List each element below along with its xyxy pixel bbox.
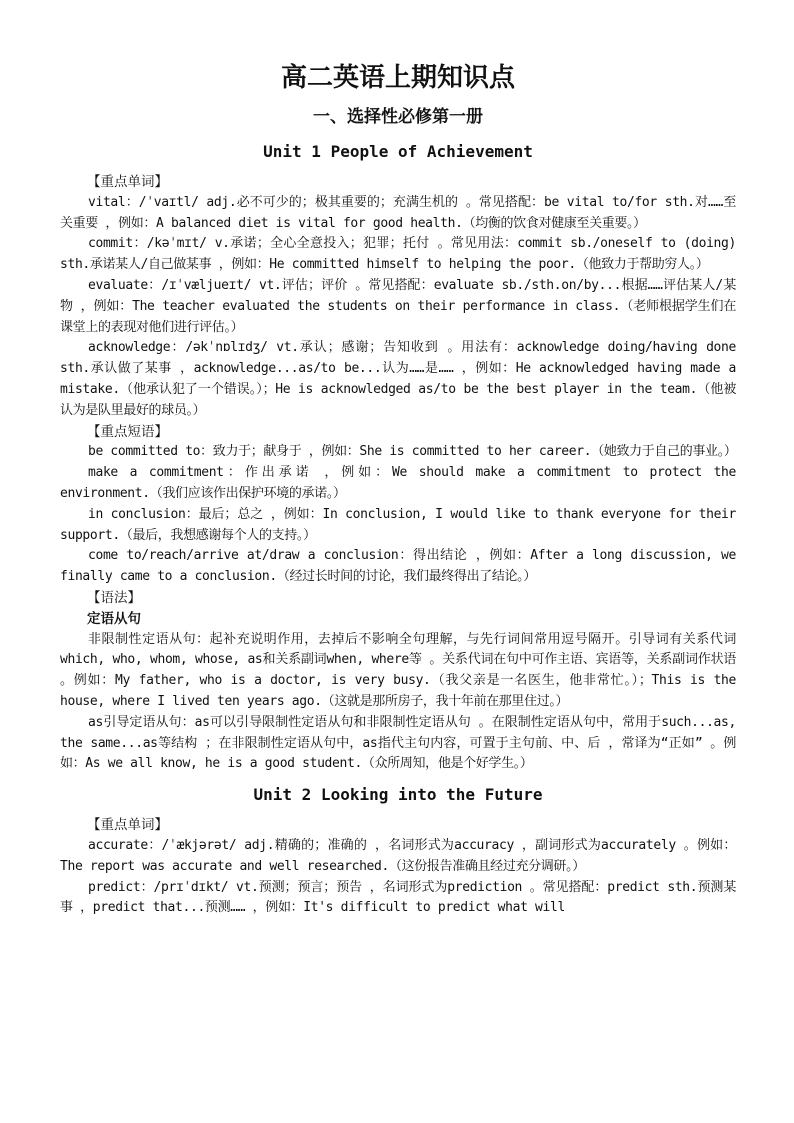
unit1-words-tag: 【重点单词】 — [87, 174, 168, 190]
phrase-entry-committed: be committed to：致力于；献身于 ，例如：She is committed to her career.（她致力于自己的事业。） — [88, 444, 737, 460]
unit2-words-tag: 【重点单词】 — [87, 817, 168, 834]
unit1-heading: Unit 1 People of Achievement — [263, 142, 533, 161]
unit2-heading: Unit 2 Looking into the Future — [253, 785, 543, 805]
word-entry-vital: vital：/ˈvaɪtl/ adj.必不可少的；极其重要的；充满生机的 。常见搭配：be vital to/for sth.对……至关重要 ，例如：A balanced diet is vital for good health.（均衡的饮食对健康至关重要。） — [60, 194, 736, 231]
document-page — [60, 58, 736, 919]
unit1-phrases-tag: 【重点短语】 — [87, 423, 168, 440]
section-subtitle: 一、选择性必修第一册 — [313, 107, 483, 127]
word-entry-predict: predict：/prɪˈdɪkt/ vt.预测；预言；预告 ，名词形式为prediction 。常见搭配：predict sth.预测某事 ，predict that...预测…… ，例如：It's difficult to predict what will — [60, 879, 736, 916]
word-entry-acknowledge: acknowledge：/əkˈnɒlɪdʒ/ vt.承认；感谢；告知收到 。用法有：acknowledge doing/having done sth.承认做了某事 ，acknowledge...as/to be...认为……是…… ，例如：He acknowledged having made a mistake.（他承认犯了一个错误。）；He is acknowledged as/to be the best player in the team.（他被认为是队里最好的球员。） — [60, 340, 736, 418]
document-title: 高二英语上期知识点 — [280, 63, 515, 93]
word-entry-accurate: accurate：/ˈækjərət/ adj.精确的；准确的 ，名词形式为accuracy ，副词形式为accurately 。例如：The report was accurate and well researched.（这份报告准确且经过充分调研。） — [60, 837, 736, 874]
phrase-entry-draw-conclusion: come to/reach/arrive at/draw a conclusion：得出结论 ，例如：After a long discussion, we finally came to a conclusion.（经过长时间的讨论，我们最终得出了结论。） — [60, 548, 736, 585]
unit1-grammar-tag: 【语法】 — [87, 589, 141, 606]
phrase-entry-conclusion: in conclusion：最后；总之 ，例如：In conclusion, I would like to thank everyone for their support.（最后，我想感谢每个人的支持。） — [60, 506, 736, 543]
grammar-topic: 定语从句 — [87, 610, 141, 627]
word-entry-commit: commit：/kəˈmɪt/ v.承诺；全心全意投入；犯罪；托付 。常见用法：commit sb./oneself to (doing) sth.承诺某人/自己做某事 ，例如：He committed himself to helping the poor.（他致力于帮助穷人。） — [60, 236, 736, 273]
phrase-entry-commitment: make a commitment：作出承诺 ，例如：We should make a commitment to protect the environment.（我们应该作出保护环境的承诺。） — [60, 465, 736, 501]
grammar-nonrestrictive: 非限制性定语从句：起补充说明作用，去掉后不影响全句理解，与先行词间常用逗号隔开。引导词有关系代词which, who, whom, whose, as和关系副词when, where等 。关系代词在句中可作主语、宾语等，关系副词作状语 。例如：My father, who is a doctor, is very busy.（我父亲是一名医生，他非常忙。）；This is the house, where I lived ten years ago.（这就是那所房子，我十年前在那里住过。） — [60, 631, 736, 709]
word-entry-evaluate: evaluate：/ɪˈvæljueɪt/ vt.评估；评价 。常见搭配：evaluate sb./sth.on/by...根据……评估某人/某物 ，例如：The teacher evaluated the students on their performance in class.（老师根据学生们在课堂上的表现对他们进行评估。） — [60, 277, 736, 335]
grammar-as-clause: as引导定语从句：as可以引导限制性定语从句和非限制性定语从句 。在限制性定语从句中，常用于such...as, the same...as等结构 ；在非限制性定语从句中，as指代主句内容，可置于主句前、中、后 ，常译为“正如” 。例如：As we all know, he is a good student.（众所周知，他是个好学生。） — [60, 714, 736, 772]
